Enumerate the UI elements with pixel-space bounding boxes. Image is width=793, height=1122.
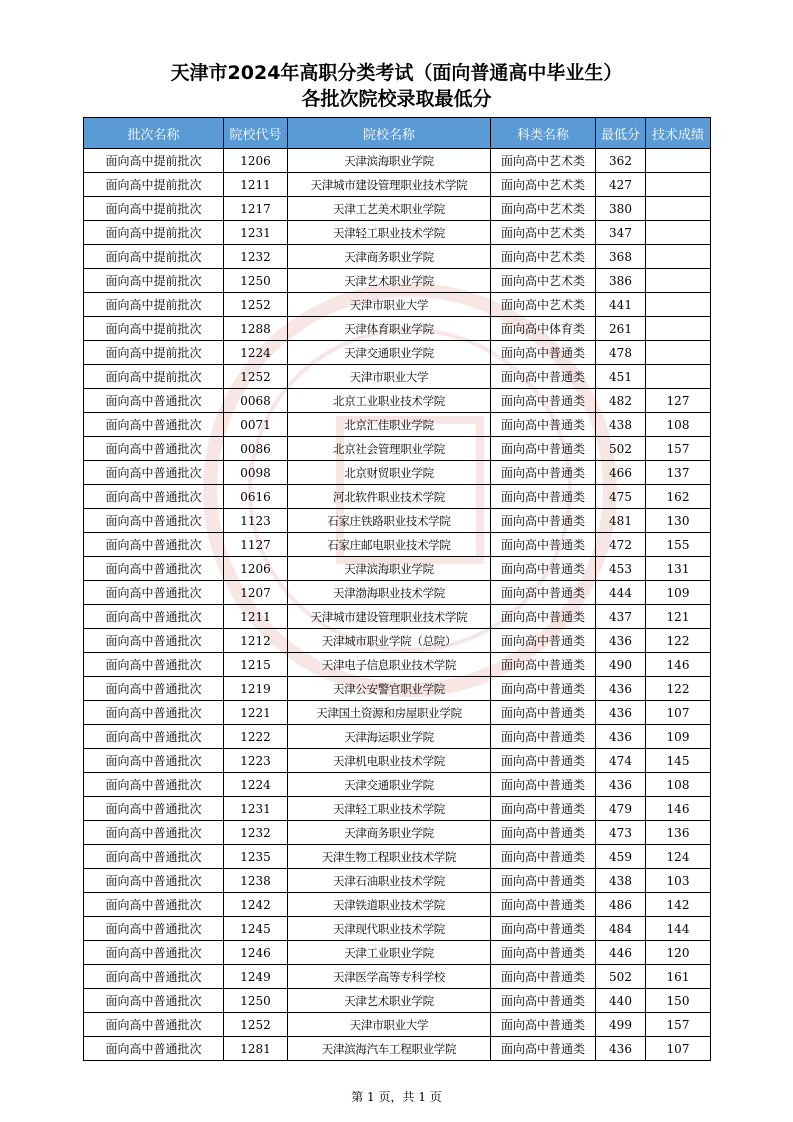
school-name-cell: 天津铁道职业技术学院: [288, 893, 491, 917]
batch-cell: 面向高中普通批次: [84, 1037, 224, 1061]
school-code-cell: 0086: [224, 437, 288, 461]
tech-score-cell: [646, 221, 711, 245]
batch-cell: 面向高中普通批次: [84, 413, 224, 437]
school-name-cell: 天津公安警官职业学院: [288, 677, 491, 701]
min-score-cell: 502: [596, 437, 646, 461]
school-name-cell: 天津轻工职业技术学院: [288, 221, 491, 245]
category-cell: 面向高中普通类: [491, 653, 596, 677]
category-cell: 面向高中艺术类: [491, 245, 596, 269]
min-score-cell: 261: [596, 317, 646, 341]
header-min-score: 最低分: [596, 118, 646, 149]
school-name-cell: 河北软件职业技术学院: [288, 485, 491, 509]
tech-score-cell: [646, 197, 711, 221]
category-cell: 面向高中普通类: [491, 773, 596, 797]
tech-score-cell: 103: [646, 869, 711, 893]
min-score-cell: 436: [596, 701, 646, 725]
category-cell: 面向高中普通类: [491, 965, 596, 989]
tech-score-cell: 121: [646, 605, 711, 629]
tech-score-cell: 146: [646, 797, 711, 821]
category-cell: 面向高中普通类: [491, 869, 596, 893]
school-code-cell: 1222: [224, 725, 288, 749]
school-code-cell: 1221: [224, 701, 288, 725]
batch-cell: 面向高中提前批次: [84, 173, 224, 197]
category-cell: 面向高中普通类: [491, 437, 596, 461]
min-score-cell: 436: [596, 677, 646, 701]
school-code-cell: 1250: [224, 269, 288, 293]
header-school-name: 院校名称: [288, 118, 491, 149]
school-code-cell: 1242: [224, 893, 288, 917]
table-row: [84, 749, 711, 773]
batch-cell: 面向高中普通批次: [84, 461, 224, 485]
min-score-cell: 438: [596, 413, 646, 437]
tech-score-cell: 137: [646, 461, 711, 485]
tech-score-cell: 109: [646, 581, 711, 605]
score-table: [83, 117, 711, 1061]
tech-score-cell: [646, 341, 711, 365]
min-score-cell: 481: [596, 509, 646, 533]
category-cell: 面向高中普通类: [491, 533, 596, 557]
tech-score-cell: 157: [646, 1013, 711, 1037]
tech-score-cell: 157: [646, 437, 711, 461]
category-cell: 面向高中艺术类: [491, 221, 596, 245]
category-cell: 面向高中普通类: [491, 413, 596, 437]
tech-score-cell: 150: [646, 989, 711, 1013]
category-cell: 面向高中普通类: [491, 797, 596, 821]
table-row: [84, 701, 711, 725]
category-cell: 面向高中体育类: [491, 317, 596, 341]
school-name-cell: 天津交通职业学院: [288, 341, 491, 365]
school-name-cell: 天津体育职业学院: [288, 317, 491, 341]
category-cell: 面向高中普通类: [491, 341, 596, 365]
batch-cell: 面向高中提前批次: [84, 221, 224, 245]
category-cell: 面向高中普通类: [491, 893, 596, 917]
school-name-cell: 北京财贸职业学院: [288, 461, 491, 485]
school-name-cell: 天津石油职业技术学院: [288, 869, 491, 893]
batch-cell: 面向高中普通批次: [84, 917, 224, 941]
batch-cell: 面向高中普通批次: [84, 797, 224, 821]
school-code-cell: 1231: [224, 221, 288, 245]
batch-cell: 面向高中提前批次: [84, 245, 224, 269]
table-row: [84, 149, 711, 173]
category-cell: 面向高中艺术类: [491, 173, 596, 197]
school-name-cell: 天津艺术职业学院: [288, 269, 491, 293]
table-row: [84, 989, 711, 1013]
school-name-cell: 天津轻工职业技术学院: [288, 797, 491, 821]
batch-cell: 面向高中普通批次: [84, 605, 224, 629]
table-row: [84, 485, 711, 509]
batch-cell: 面向高中提前批次: [84, 317, 224, 341]
category-cell: 面向高中普通类: [491, 1037, 596, 1061]
batch-cell: 面向高中普通批次: [84, 845, 224, 869]
school-code-cell: 0616: [224, 485, 288, 509]
tech-score-cell: 122: [646, 677, 711, 701]
school-code-cell: 1231: [224, 797, 288, 821]
tech-score-cell: 122: [646, 629, 711, 653]
min-score-cell: 362: [596, 149, 646, 173]
batch-cell: 面向高中普通批次: [84, 557, 224, 581]
category-cell: 面向高中普通类: [491, 365, 596, 389]
table-row: [84, 1037, 711, 1061]
tech-score-cell: 120: [646, 941, 711, 965]
batch-cell: 面向高中提前批次: [84, 293, 224, 317]
school-code-cell: 1281: [224, 1037, 288, 1061]
school-code-cell: 1207: [224, 581, 288, 605]
min-score-cell: 436: [596, 1037, 646, 1061]
tech-score-cell: 130: [646, 509, 711, 533]
school-name-cell: 天津市职业大学: [288, 365, 491, 389]
school-code-cell: 1246: [224, 941, 288, 965]
batch-cell: 面向高中普通批次: [84, 965, 224, 989]
school-name-cell: 天津滨海汽车工程职业学院: [288, 1037, 491, 1061]
batch-cell: 面向高中普通批次: [84, 773, 224, 797]
min-score-cell: 472: [596, 533, 646, 557]
min-score-cell: 459: [596, 845, 646, 869]
table-row: [84, 173, 711, 197]
min-score-cell: 440: [596, 989, 646, 1013]
table-row: [84, 509, 711, 533]
table-row: [84, 245, 711, 269]
school-name-cell: 天津电子信息职业技术学院: [288, 653, 491, 677]
category-cell: 面向高中普通类: [491, 677, 596, 701]
school-code-cell: 1211: [224, 605, 288, 629]
tech-score-cell: [646, 149, 711, 173]
min-score-cell: 473: [596, 821, 646, 845]
min-score-cell: 466: [596, 461, 646, 485]
category-cell: 面向高中普通类: [491, 461, 596, 485]
batch-cell: 面向高中普通批次: [84, 869, 224, 893]
min-score-cell: 490: [596, 653, 646, 677]
school-code-cell: 1252: [224, 1013, 288, 1037]
batch-cell: 面向高中普通批次: [84, 485, 224, 509]
tech-score-cell: 162: [646, 485, 711, 509]
table-row: [84, 317, 711, 341]
document-subtitle: 各批次院校录取最低分: [301, 88, 492, 110]
school-name-cell: 北京汇佳职业学院: [288, 413, 491, 437]
batch-cell: 面向高中普通批次: [84, 437, 224, 461]
table-row: [84, 965, 711, 989]
school-name-cell: 天津市职业大学: [288, 1013, 491, 1037]
min-score-cell: 479: [596, 797, 646, 821]
category-cell: 面向高中普通类: [491, 485, 596, 509]
tech-score-cell: [646, 293, 711, 317]
school-name-cell: 天津城市建设管理职业技术学院: [288, 605, 491, 629]
category-cell: 面向高中艺术类: [491, 197, 596, 221]
tech-score-cell: 142: [646, 893, 711, 917]
school-code-cell: 1123: [224, 509, 288, 533]
school-name-cell: 天津现代职业技术学院: [288, 917, 491, 941]
table-row: [84, 677, 711, 701]
min-score-cell: 438: [596, 869, 646, 893]
category-cell: 面向高中普通类: [491, 557, 596, 581]
school-code-cell: 1232: [224, 821, 288, 845]
tech-score-cell: 131: [646, 557, 711, 581]
school-code-cell: 0098: [224, 461, 288, 485]
min-score-cell: 451: [596, 365, 646, 389]
table-row: [84, 821, 711, 845]
table-row: [84, 461, 711, 485]
school-code-cell: 1223: [224, 749, 288, 773]
table-row: [84, 869, 711, 893]
batch-cell: 面向高中普通批次: [84, 989, 224, 1013]
school-code-cell: 1252: [224, 293, 288, 317]
school-code-cell: 1217: [224, 197, 288, 221]
school-code-cell: 1249: [224, 965, 288, 989]
min-score-cell: 478: [596, 341, 646, 365]
school-code-cell: 1245: [224, 917, 288, 941]
tech-score-cell: 109: [646, 725, 711, 749]
school-code-cell: 1224: [224, 773, 288, 797]
school-code-cell: 1212: [224, 629, 288, 653]
batch-cell: 面向高中普通批次: [84, 677, 224, 701]
header-category: 科类名称: [491, 118, 596, 149]
tech-score-cell: [646, 365, 711, 389]
table-row: [84, 221, 711, 245]
tech-score-cell: 155: [646, 533, 711, 557]
table-row: [84, 581, 711, 605]
tech-score-cell: 144: [646, 917, 711, 941]
school-code-cell: 1127: [224, 533, 288, 557]
school-code-cell: 1206: [224, 149, 288, 173]
batch-cell: 面向高中普通批次: [84, 893, 224, 917]
batch-cell: 面向高中普通批次: [84, 821, 224, 845]
min-score-cell: 502: [596, 965, 646, 989]
school-name-cell: 北京工业职业技术学院: [288, 389, 491, 413]
school-code-cell: 1235: [224, 845, 288, 869]
school-name-cell: 天津滨海职业学院: [288, 149, 491, 173]
category-cell: 面向高中普通类: [491, 389, 596, 413]
school-name-cell: 天津生物工程职业技术学院: [288, 845, 491, 869]
tech-score-cell: 107: [646, 1037, 711, 1061]
batch-cell: 面向高中普通批次: [84, 533, 224, 557]
batch-cell: 面向高中提前批次: [84, 197, 224, 221]
tech-score-cell: 107: [646, 701, 711, 725]
table-row: [84, 773, 711, 797]
table-row: [84, 197, 711, 221]
school-code-cell: 1238: [224, 869, 288, 893]
school-name-cell: 天津商务职业学院: [288, 245, 491, 269]
school-name-cell: 天津艺术职业学院: [288, 989, 491, 1013]
category-cell: 面向高中普通类: [491, 629, 596, 653]
table-row: [84, 917, 711, 941]
batch-cell: 面向高中普通批次: [84, 509, 224, 533]
min-score-cell: 347: [596, 221, 646, 245]
batch-cell: 面向高中普通批次: [84, 725, 224, 749]
table-row: [84, 269, 711, 293]
batch-cell: 面向高中普通批次: [84, 1013, 224, 1037]
school-name-cell: 天津工艺美术职业学院: [288, 197, 491, 221]
category-cell: 面向高中艺术类: [491, 293, 596, 317]
min-score-cell: 386: [596, 269, 646, 293]
table-row: [84, 437, 711, 461]
table-row: [84, 893, 711, 917]
min-score-cell: 482: [596, 389, 646, 413]
tech-score-cell: [646, 269, 711, 293]
table-row: [84, 557, 711, 581]
school-name-cell: 天津机电职业技术学院: [288, 749, 491, 773]
min-score-cell: 427: [596, 173, 646, 197]
tech-score-cell: [646, 245, 711, 269]
page-footer: 第 1 页，共 1 页: [351, 1090, 442, 1104]
table-row: [84, 293, 711, 317]
min-score-cell: 499: [596, 1013, 646, 1037]
category-cell: 面向高中艺术类: [491, 149, 596, 173]
category-cell: 面向高中普通类: [491, 725, 596, 749]
school-name-cell: 天津工业职业学院: [288, 941, 491, 965]
school-code-cell: 1219: [224, 677, 288, 701]
category-cell: 面向高中普通类: [491, 509, 596, 533]
school-code-cell: 1288: [224, 317, 288, 341]
category-cell: 面向高中普通类: [491, 821, 596, 845]
min-score-cell: 486: [596, 893, 646, 917]
min-score-cell: 446: [596, 941, 646, 965]
tech-score-cell: 161: [646, 965, 711, 989]
school-code-cell: 1206: [224, 557, 288, 581]
school-code-cell: 1211: [224, 173, 288, 197]
table-header-row: [84, 118, 711, 149]
table-body: [84, 149, 711, 1061]
school-name-cell: 天津市职业大学: [288, 293, 491, 317]
school-name-cell: 天津国土资源和房屋职业学院: [288, 701, 491, 725]
batch-cell: 面向高中提前批次: [84, 341, 224, 365]
tech-score-cell: 108: [646, 413, 711, 437]
category-cell: 面向高中普通类: [491, 749, 596, 773]
category-cell: 面向高中普通类: [491, 941, 596, 965]
school-name-cell: 天津城市职业学院（总院）: [288, 629, 491, 653]
min-score-cell: 436: [596, 629, 646, 653]
school-name-cell: 天津海运职业学院: [288, 725, 491, 749]
tech-score-cell: 108: [646, 773, 711, 797]
min-score-cell: 380: [596, 197, 646, 221]
category-cell: 面向高中艺术类: [491, 269, 596, 293]
school-name-cell: 北京社会管理职业学院: [288, 437, 491, 461]
table-row: [84, 1013, 711, 1037]
batch-cell: 面向高中普通批次: [84, 629, 224, 653]
tech-score-cell: [646, 317, 711, 341]
table-row: [84, 413, 711, 437]
min-score-cell: 484: [596, 917, 646, 941]
tech-score-cell: 145: [646, 749, 711, 773]
school-code-cell: 0068: [224, 389, 288, 413]
tech-score-cell: 124: [646, 845, 711, 869]
batch-cell: 面向高中普通批次: [84, 749, 224, 773]
table-row: [84, 725, 711, 749]
tech-score-cell: 136: [646, 821, 711, 845]
table-row: [84, 941, 711, 965]
min-score-cell: 453: [596, 557, 646, 581]
school-code-cell: 1215: [224, 653, 288, 677]
header-batch: 批次名称: [84, 118, 224, 149]
category-cell: 面向高中普通类: [491, 1013, 596, 1037]
category-cell: 面向高中普通类: [491, 989, 596, 1013]
category-cell: 面向高中普通类: [491, 581, 596, 605]
batch-cell: 面向高中普通批次: [84, 389, 224, 413]
school-code-cell: 1252: [224, 365, 288, 389]
batch-cell: 面向高中提前批次: [84, 365, 224, 389]
min-score-cell: 437: [596, 605, 646, 629]
min-score-cell: 441: [596, 293, 646, 317]
table-row: [84, 605, 711, 629]
table-row: [84, 845, 711, 869]
category-cell: 面向高中普通类: [491, 701, 596, 725]
min-score-cell: 368: [596, 245, 646, 269]
table-row: [84, 365, 711, 389]
school-name-cell: 天津渤海职业技术学院: [288, 581, 491, 605]
school-name-cell: 天津交通职业学院: [288, 773, 491, 797]
category-cell: 面向高中普通类: [491, 605, 596, 629]
school-code-cell: 1250: [224, 989, 288, 1013]
header-school-code: 院校代号: [224, 118, 288, 149]
tech-score-cell: [646, 173, 711, 197]
category-cell: 面向高中普通类: [491, 917, 596, 941]
min-score-cell: 436: [596, 773, 646, 797]
school-name-cell: 天津商务职业学院: [288, 821, 491, 845]
batch-cell: 面向高中普通批次: [84, 653, 224, 677]
school-name-cell: 石家庄邮电职业技术学院: [288, 533, 491, 557]
school-code-cell: 1224: [224, 341, 288, 365]
school-name-cell: 天津城市建设管理职业技术学院: [288, 173, 491, 197]
document-title: 天津市2024年高职分类考试（面向普通高中毕业生）: [170, 62, 623, 84]
table-row: [84, 797, 711, 821]
min-score-cell: 436: [596, 725, 646, 749]
min-score-cell: 475: [596, 485, 646, 509]
school-name-cell: 天津滨海职业学院: [288, 557, 491, 581]
batch-cell: 面向高中提前批次: [84, 269, 224, 293]
table-row: [84, 629, 711, 653]
min-score-cell: 444: [596, 581, 646, 605]
batch-cell: 面向高中普通批次: [84, 581, 224, 605]
table-row: [84, 533, 711, 557]
tech-score-cell: 127: [646, 389, 711, 413]
header-tech-score: 技术成绩: [646, 118, 711, 149]
table-row: [84, 341, 711, 365]
batch-cell: 面向高中普通批次: [84, 701, 224, 725]
tech-score-cell: 146: [646, 653, 711, 677]
school-name-cell: 天津医学高等专科学校: [288, 965, 491, 989]
table-row: [84, 389, 711, 413]
min-score-cell: 474: [596, 749, 646, 773]
school-code-cell: 1232: [224, 245, 288, 269]
school-code-cell: 0071: [224, 413, 288, 437]
school-name-cell: 石家庄铁路职业技术学院: [288, 509, 491, 533]
category-cell: 面向高中普通类: [491, 845, 596, 869]
table-row: [84, 653, 711, 677]
batch-cell: 面向高中普通批次: [84, 941, 224, 965]
batch-cell: 面向高中提前批次: [84, 149, 224, 173]
